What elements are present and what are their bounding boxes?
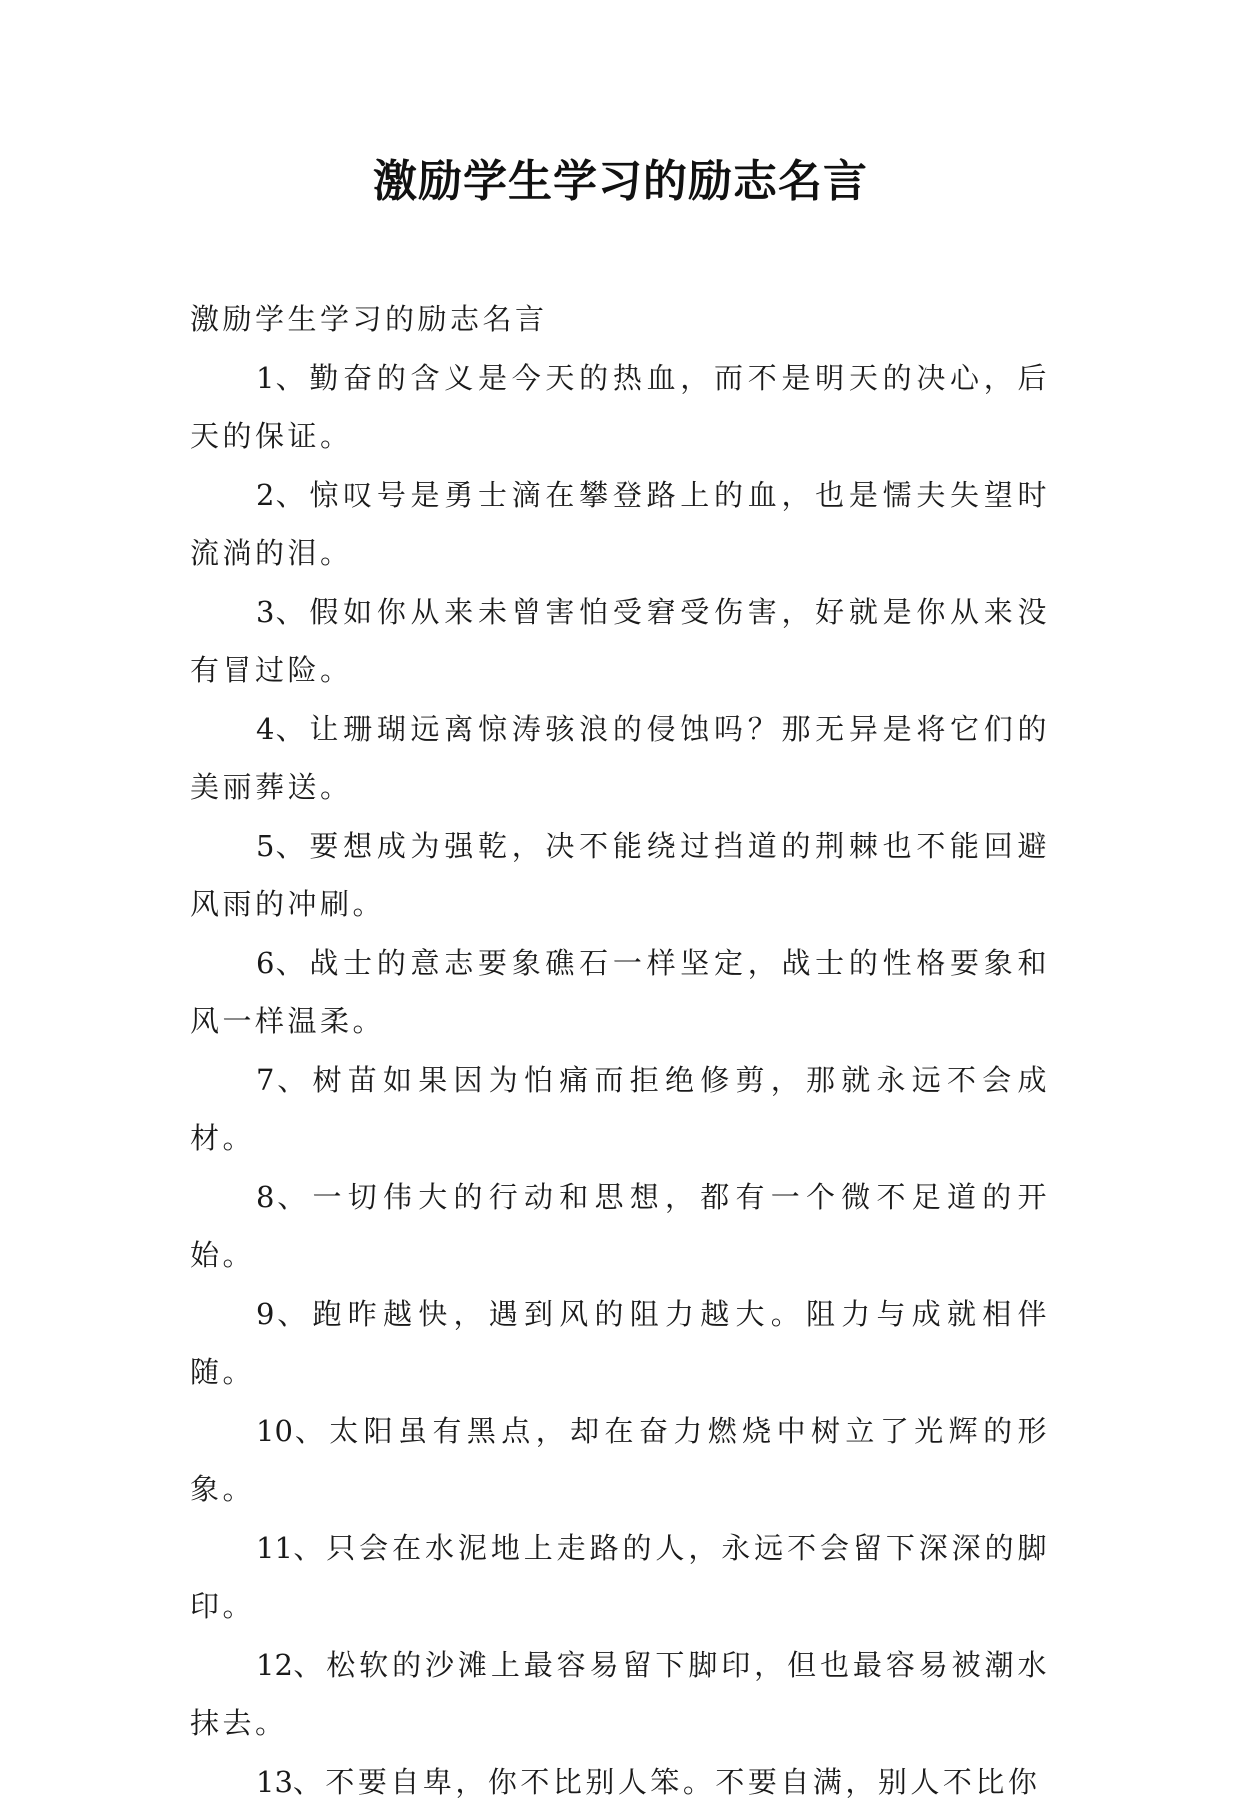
quote-number: 4 [256,712,274,746]
quote-text: 、太阳虽有黑点，却在奋力燃烧中树立了光辉的形象。 [190,1414,1050,1507]
quote-text: 、树苗如果因为怕痛而拒绝修剪，那就永远不会成材。 [190,1063,1050,1156]
quote-paragraph [190,1402,1050,1519]
quote-text: 、假如你从来未曾害怕受窘受伤害，好就是你从来没有冒过险。 [190,595,1050,688]
quote-text: 、勤奋的含义是今天的热血，而不是明天的决心，后天的保证。 [190,361,1050,454]
quote-text: 、一切伟大的行动和思想，都有一个微不足道的开始。 [190,1180,1050,1273]
quote-number: 2 [256,478,274,512]
quote-paragraph [190,349,1050,466]
quote-paragraph [190,1168,1050,1285]
quote-paragraph [190,1636,1050,1753]
quote-number: 5 [256,829,274,863]
quote-number: 12 [256,1648,293,1682]
quote-paragraph [190,466,1050,583]
quote-number: 11 [256,1531,293,1565]
quote-number: 8 [256,1180,274,1214]
quote-text: 、只会在水泥地上走路的人，永远不会留下深深的脚印。 [190,1531,1050,1624]
quote-text: 、不要自卑，你不比别人笨。不要自满，别人不比你 [293,1765,1041,1799]
quote-paragraph [190,817,1050,934]
document-title: 激励学生学习的励志名言 [0,150,1241,214]
quote-paragraph [190,700,1050,817]
quote-number: 9 [256,1297,274,1331]
quote-number: 6 [256,946,274,980]
quote-paragraph [190,1285,1050,1402]
quote-text: 、跑昨越快，遇到风的阻力越大。阻力与成就相伴随。 [190,1297,1050,1390]
quote-paragraph [190,1051,1050,1168]
quote-text: 、要想成为强乾，决不能绕过挡道的荆棘也不能回避风雨的冲刷。 [190,829,1050,922]
quote-text: 、惊叹号是勇士滴在攀登路上的血，也是懦夫失望时流淌的泪。 [190,478,1050,571]
quote-text: 、让珊瑚远离惊涛骇浪的侵蚀吗？那无异是将它们的美丽葬送。 [190,712,1050,805]
quote-paragraph [190,1753,1050,1811]
quote-text: 、战士的意志要象礁石一样坚定，战士的性格要象和风一样温柔。 [190,946,1050,1039]
quote-number: 10 [256,1414,293,1448]
intro-line: 激励学生学习的励志名言 [190,290,1050,349]
document-body [190,290,1050,1811]
quote-number: 3 [256,595,274,629]
quote-number: 1 [256,361,274,395]
quote-number: 7 [256,1063,274,1097]
quote-paragraph [190,1519,1050,1636]
quote-text: 、松软的沙滩上最容易留下脚印，但也最容易被潮水抹去。 [190,1648,1050,1741]
quote-number: 13 [256,1765,293,1799]
quote-paragraph [190,934,1050,1051]
quote-paragraph [190,583,1050,700]
